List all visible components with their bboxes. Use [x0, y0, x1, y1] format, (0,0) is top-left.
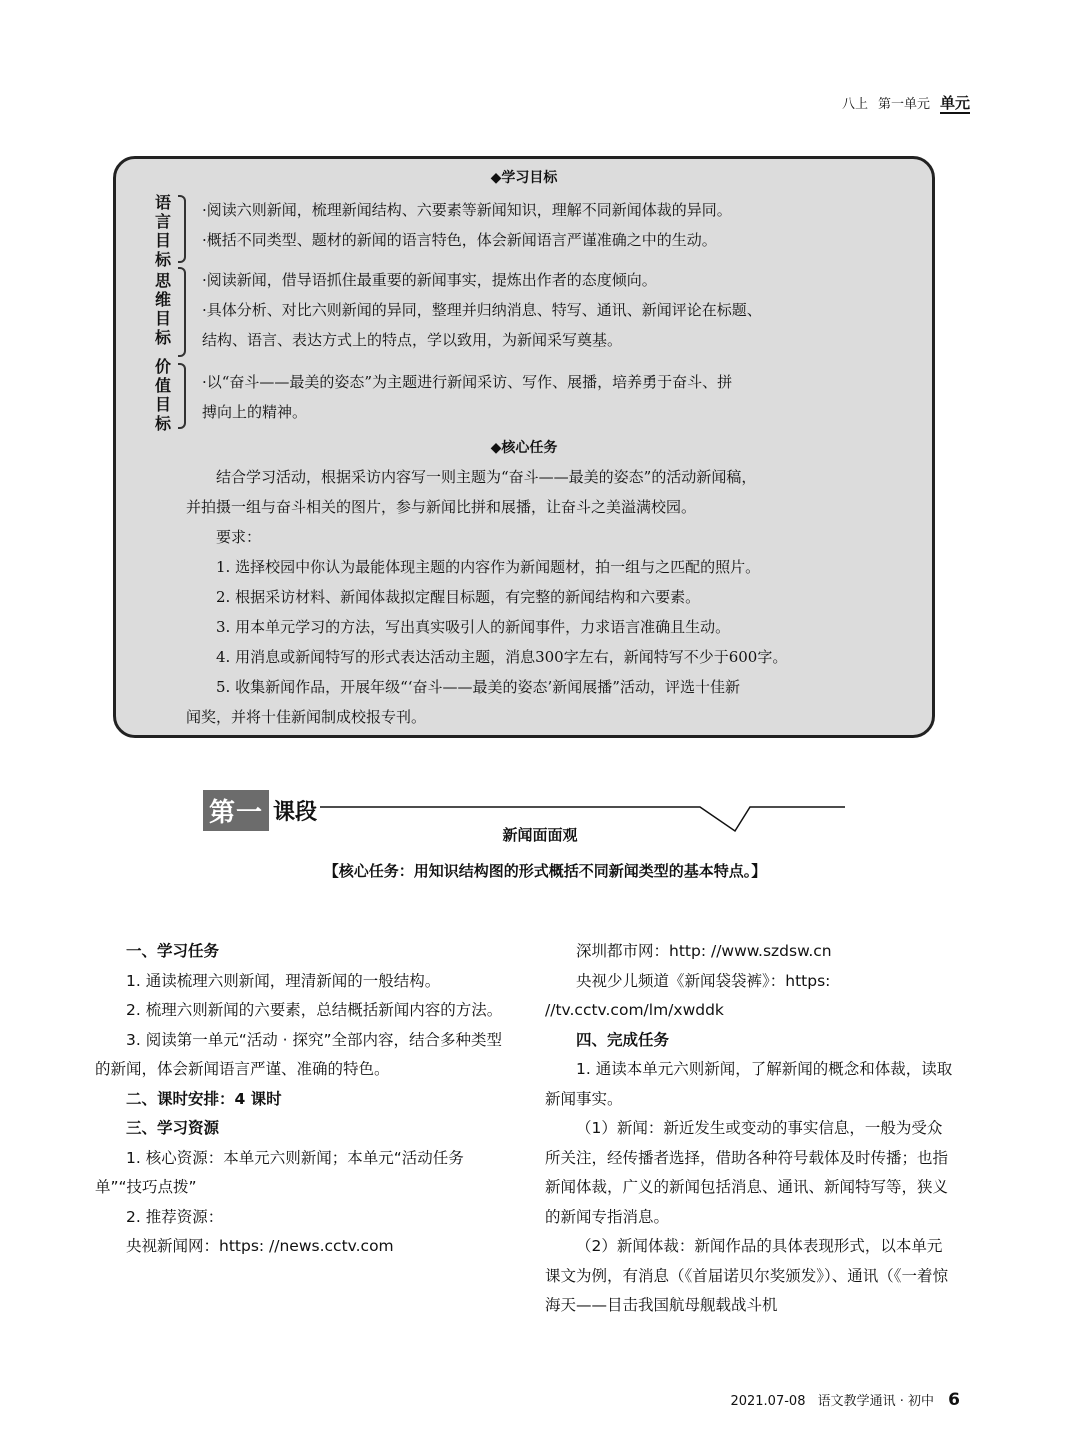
language-goal-line-2: ·概括不同类型、题材的新闻的语言特色，体会新闻语言严谨准确之中的生动。	[202, 231, 717, 249]
thinking-goal-line-1: ·阅读新闻，借导语抓住最重要的新闻事实，提炼出作者的态度倾向。	[202, 271, 657, 289]
value-goal-line-2: 搏向上的精神。	[202, 403, 308, 421]
thinking-goal-line-2: ·具体分析、对比六则新闻的异同，整理并归纳消息、特写、通讯、新闻评论在标题、	[202, 301, 762, 319]
heading-learning-task: 一、学习任务	[126, 942, 220, 960]
right-column	[545, 937, 957, 1321]
requirement-2: 2. 根据采访材料、新闻体裁拟定醒目标题，有完整的新闻结构和六要素。	[216, 588, 701, 606]
complete-task-1: 1. 通读本单元六则新闻，了解新闻的概念和体裁，读取新闻事实。	[545, 1060, 953, 1108]
header-grade: 八上	[841, 97, 868, 112]
learning-goals-box	[113, 156, 935, 738]
left-column	[95, 937, 507, 1262]
page-footer	[680, 1390, 960, 1410]
footer-date: 2021.07-08	[730, 1394, 806, 1409]
section-label: 课段	[273, 800, 318, 825]
requirement-5-tail: 闻奖，并将十佳新闻制成校报专刊。	[186, 708, 427, 726]
requirement-4: 4. 用消息或新闻特写的形式表达活动主题，消息300字左右，新闻特写不少于600字。	[216, 648, 788, 666]
core-task-para-1: 结合学习活动，根据采访内容写一则主题为“奋斗——最美的姿态”的活动新闻稿，	[216, 468, 757, 486]
value-goal-line-1: ·以“奋斗——最美的姿态”为主题进行新闻采访、写作、展播，培养勇于奋斗、拼	[202, 373, 733, 391]
resource-url-cctv-news: 央视新闻网：https: //news.cctv.com	[126, 1237, 394, 1255]
goals-heading: ◆学习目标	[490, 170, 558, 186]
task-3: 3. 阅读第一单元“活动 · 探究”全部内容，结合多种类型的新闻，体会新闻语言严谨、准确的特色。	[95, 1030, 503, 1078]
task-2: 2. 梳理六则新闻的六要素，总结概括新闻内容的方法。	[126, 1001, 503, 1019]
page-header	[600, 92, 970, 113]
requirement-3: 3. 用本单元学习的方法，写出真实吸引人的新闻事件，力求语言准确且生动。	[216, 618, 731, 636]
thinking-brace	[178, 267, 186, 357]
resource-recommended: 2. 推荐资源：	[126, 1207, 224, 1226]
resource-url-cctv-kids: 央视少儿频道《新闻袋袋裤》：https: //tv.cctv.com/lm/xwddk	[545, 971, 831, 1019]
requirement-1: 1. 选择校园中你认为最能体现主题的内容作为新闻题材，拍一组与之匹配的照片。	[216, 558, 761, 576]
thinking-goal-line-3: 结构、语言、表达方式上的特点，学以致用，为新闻采写奠基。	[202, 331, 623, 349]
core-task-heading: ◆核心任务	[490, 440, 558, 456]
section-core-task: 【核心任务：用知识结构图的形式概括不同新闻类型的基本特点。】	[323, 862, 767, 880]
news-definition: （1）新闻：新近发生或变动的事实信息，一般为受众所关注，经传播者选择，借助各种符号载体及时传播；也指新闻体裁，广义的新闻包括消息、通讯、新闻特写等，狭义的新闻专指消息。	[545, 1119, 949, 1226]
footer-journal: 语文教学通讯 · 初中	[817, 1394, 935, 1409]
value-brace	[178, 363, 186, 429]
thinking-goal-label: 思维目标	[154, 271, 171, 347]
language-goal-line-1: ·阅读六则新闻，梳理新闻结构、六要素等新闻知识，理解不同新闻体裁的异同。	[202, 201, 732, 219]
news-genre: （2）新闻体裁：新闻作品的具体表现形式，以本单元课文为例，有消息（《首届诺贝尔奖颁发》）、通讯（《一着惊海天——目击我国航母舰载战斗机	[545, 1237, 949, 1314]
language-brace	[178, 195, 186, 263]
section-subtitle: 新闻面面观	[502, 826, 578, 844]
header-unit-label: 单元	[939, 94, 970, 112]
task-1: 1. 通读梳理六则新闻，理清新闻的一般结构。	[126, 971, 441, 990]
core-task-para-1b: 并拍摄一组与奋斗相关的图片，参与新闻比拼和展播，让奋斗之美溢满校园。	[186, 498, 697, 516]
value-goal-label: 价值目标	[154, 357, 171, 433]
heading-schedule: 二、课时安排：4 课时	[126, 1089, 282, 1108]
page-number: 6	[948, 1390, 960, 1410]
language-goal-label: 语言目标	[154, 193, 171, 269]
heading-complete-task: 四、完成任务	[576, 1030, 670, 1049]
section-number: 第一	[203, 790, 269, 831]
section-title	[203, 790, 317, 831]
resource-core: 1. 核心资源：本单元六则新闻；本单元“活动任务单”“技巧点拨”	[95, 1148, 464, 1196]
heading-resources: 三、学习资源	[126, 1119, 220, 1137]
requirement-5: 5. 收集新闻作品，开展年级“‘奋斗——最美的姿态’新闻展播”活动，评选十佳新	[216, 678, 740, 696]
header-unit-name: 第一单元	[877, 97, 930, 112]
resource-url-szdsw: 深圳都市网：http: //www.szdsw.cn	[576, 942, 832, 960]
requirements-label: 要求：	[216, 528, 262, 546]
